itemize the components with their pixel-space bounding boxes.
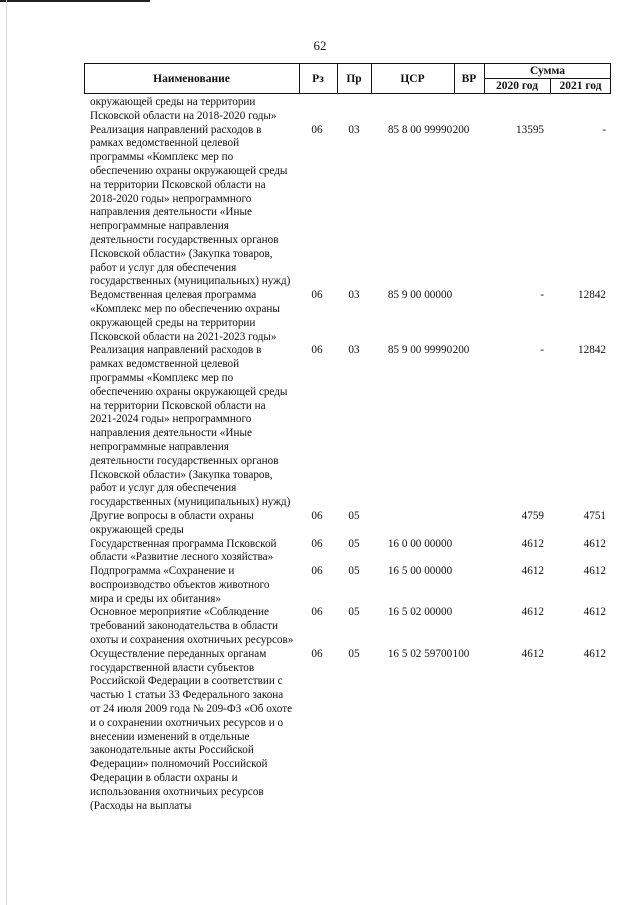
scan-edge	[6, 0, 7, 905]
header-year-2021: 2021 год	[559, 80, 602, 92]
table-row	[84, 606, 611, 647]
row-name: Другие вопросы в области охраны окружающей среды	[90, 509, 254, 536]
row-name: Реализация направлений расходов в рамках ведомственной целевой программы «Комплекс мер по обеспечению охраны окружающей среды на территории Псковской области на 2018-2020 годы» непрограммного направления деятельности «Иные непрограммные направления деятельности государственных органов Псковской области» (Закупка товаров, работ и услуг для обеспечения государственных (муниципальных) нужд)	[90, 123, 291, 288]
row-name: Основное мероприятие «Соблюдение требований законодательства в области охоты и сохранения охотничьих ресурсов»	[90, 606, 294, 647]
header-rz: Рз	[312, 72, 324, 85]
row-rz: 06	[311, 123, 323, 136]
row-sum-2020: 13595	[516, 123, 544, 136]
row-rz: 06	[311, 509, 323, 522]
row-sum-2021: 4612	[583, 537, 606, 550]
row-rz: 06	[311, 344, 323, 357]
row-sum-2020: 4759	[521, 509, 544, 522]
row-sum-2020: 4612	[521, 565, 544, 578]
row-name: Государственная программа Псковской области «Развитие лесного хозяйства»	[90, 537, 277, 564]
header-vr: ВР	[461, 72, 477, 85]
row-rz: 06	[311, 565, 323, 578]
row-csr: 16 5 02 00000	[387, 606, 453, 619]
row-csr: 16 0 00 00000	[387, 537, 453, 550]
table-row	[84, 510, 611, 538]
row-sum-2020: 4612	[521, 606, 544, 619]
table-row	[84, 96, 611, 124]
header-csr: ЦСР	[400, 72, 425, 85]
row-vr: 200	[452, 344, 470, 357]
header-name: Наименование	[153, 72, 230, 85]
row-rz: 06	[311, 606, 323, 619]
row-csr: 16 5 02 59700	[387, 647, 453, 660]
row-pr: 05	[348, 647, 360, 660]
row-sum-2021: 12842	[578, 289, 606, 302]
table-row	[84, 565, 611, 606]
row-vr: 200	[452, 123, 470, 136]
row-sum-2021: 4751	[583, 509, 606, 522]
table-row	[84, 124, 611, 290]
row-rz: 06	[311, 289, 323, 302]
row-pr: 03	[348, 289, 360, 302]
row-pr: 03	[348, 344, 360, 357]
row-sum-2021: 4612	[583, 606, 606, 619]
row-sum-2021: 4612	[583, 565, 606, 578]
row-csr: 85 9 00 00000	[387, 289, 453, 302]
table-row	[84, 289, 611, 344]
header-pr: Пр	[346, 72, 362, 85]
row-rz: 06	[311, 647, 323, 660]
page-number: 62	[313, 38, 327, 53]
row-name: Ведомственная целевая программа «Комплекс мер по обеспечению охраны окружающей среды на территории Псковской области на 2021-2023 годы»	[90, 289, 280, 343]
table-row	[84, 344, 611, 510]
row-sum-2021: -	[602, 123, 606, 136]
row-sum-2020: -	[540, 344, 544, 357]
row-sum-2020: -	[540, 289, 544, 302]
row-sum-2020: 4612	[521, 647, 544, 660]
table-header	[84, 63, 611, 93]
header-sum: Сумма	[530, 64, 565, 77]
row-vr: 100	[452, 647, 470, 660]
table-row	[84, 538, 611, 566]
row-rz: 06	[311, 537, 323, 550]
row-name: Подпрограмма «Сохранение и воспроизводство объектов животного мира и среды их обитания»	[90, 565, 270, 605]
row-csr: 85 8 00 99990	[387, 123, 453, 136]
row-pr: 03	[348, 123, 360, 136]
row-csr: 85 9 00 99990	[387, 344, 453, 357]
row-pr: 05	[348, 565, 360, 578]
row-pr: 05	[348, 606, 360, 619]
row-name: окружающей среды на территории Псковской области на 2018-2020 годы»	[90, 96, 277, 122]
row-pr: 05	[348, 509, 360, 522]
scan-artifact-line	[0, 0, 150, 2]
header-year-2020: 2020 год	[495, 80, 539, 92]
row-csr: 16 5 00 00000	[387, 565, 453, 578]
table-row	[84, 648, 611, 814]
row-name: Осуществление переданных органам государственной власти субъектов Российской Федерации в соответствии с частью 1 статьи 33 Федерального закона от 24 июля 2009 года № 209-ФЗ «Об охоте и о сохранении охотничьих ресурсов и о внесении изменений в отдельные законодательные акты Российской Федерации» полномочий Российской Федерации в области охраны и использования охотничьих ресурсов (Расходы на выплаты	[90, 647, 293, 812]
row-sum-2021: 12842	[578, 344, 606, 357]
row-sum-2021: 4612	[583, 647, 606, 660]
row-pr: 05	[348, 537, 360, 550]
table-body	[84, 96, 611, 813]
row-name: Реализация направлений расходов в рамках ведомственной целевой программы «Комплекс мер по обеспечению охраны окружающей среды на территории Псковской области на 2021-2024 годы» непрограммного направления деятельности «Иные непрограммные направления деятельности государственных органов Псковской области» (Закупка товаров, работ и услуг для обеспечения государственных (муниципальных) нужд)	[90, 344, 291, 509]
row-sum-2020: 4612	[521, 537, 544, 550]
